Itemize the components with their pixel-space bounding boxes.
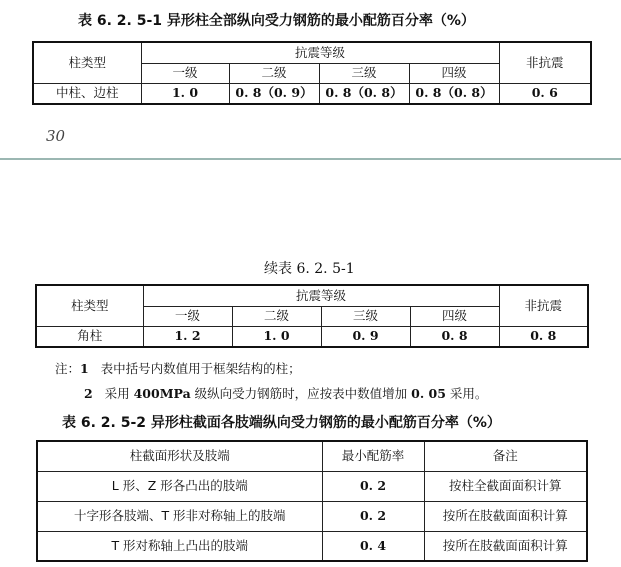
- table1-grade-1: 一级: [141, 63, 229, 83]
- table3-row2-ratio: 0. 2: [322, 501, 424, 531]
- table2-title: 续表 6. 2. 5-1: [264, 261, 355, 277]
- table1-value-1: 1. 0: [141, 83, 229, 104]
- note-2-text-b: 级纵向受力钢筋时，应按表中数值增加: [190, 386, 412, 401]
- table2-grade-3: 三级: [321, 306, 410, 326]
- table2-value-2: 1. 0: [232, 326, 321, 347]
- table2-value-4: 0. 8: [410, 326, 499, 347]
- table3-row1-ratio: 0. 2: [322, 471, 424, 501]
- table1-title: 表 6. 2. 5-1 异形柱全部纵向受力钢筋的最小配筋百分率（%）: [78, 13, 475, 29]
- table1-header-seismic: 抗震等级: [141, 42, 499, 63]
- table3-row3-remark: 按所在肢截面面积计算: [424, 531, 587, 561]
- table3-row3-ratio: 0. 4: [322, 531, 424, 561]
- table1-grade-4: 四级: [409, 63, 499, 83]
- note-2-bold-b: 0. 05: [411, 386, 446, 401]
- note-2-bold-a: 400MPa: [133, 386, 191, 401]
- page-divider: [0, 158, 621, 160]
- table3-row1-remark: 按柱全截面面积计算: [424, 471, 587, 501]
- table3-row3-shape: T 形对称轴上凸出的肢端: [37, 531, 322, 561]
- table2-header-type: 柱类型: [36, 285, 143, 326]
- table2-header-nonseismic: 非抗震: [499, 285, 588, 326]
- table2-value-3: 0. 9: [321, 326, 410, 347]
- table-row: [36, 326, 588, 347]
- table-row: [37, 531, 587, 561]
- note-prefix: 注：: [55, 361, 81, 376]
- table2-header-seismic: 抗震等级: [143, 285, 499, 306]
- table1-value-4: 0. 8（0. 8）: [409, 83, 499, 104]
- note-1-number: 1: [80, 361, 89, 376]
- table3-row2-remark: 按所在肢截面面积计算: [424, 501, 587, 531]
- table-row: [37, 471, 587, 501]
- note-2-text-c: 采用。: [445, 386, 488, 401]
- table1-header-type: 柱类型: [33, 42, 141, 83]
- table1-value-3: 0. 8（0. 8）: [319, 83, 409, 104]
- table3: [36, 440, 588, 562]
- table3-header-shape: 柱截面形状及肢端: [37, 441, 322, 471]
- table1-grade-2: 二级: [229, 63, 319, 83]
- table2-value-1: 1. 2: [143, 326, 232, 347]
- table3-header-ratio: 最小配筋率: [322, 441, 424, 471]
- table-row: [33, 83, 591, 104]
- table2-grade-1: 一级: [143, 306, 232, 326]
- table3-title: 表 6. 2. 5-2 异形柱截面各肢端纵向受力钢筋的最小配筋百分率（%）: [62, 415, 501, 431]
- table1: [32, 41, 592, 105]
- table-row: [37, 501, 587, 531]
- table1-row-type: 中柱、边柱: [33, 83, 141, 104]
- page-number: 30: [46, 127, 66, 145]
- table2: [35, 284, 589, 348]
- note-2-text-a: 采用: [104, 386, 134, 401]
- table1-grade-3: 三级: [319, 63, 409, 83]
- table2-value-nonseismic: 0. 8: [499, 326, 588, 347]
- table3-row1-shape: L 形、Z 形各凸出的肢端: [37, 471, 322, 501]
- note-1-text: 表中括号内数值用于框架结构的柱；: [100, 361, 301, 376]
- table3-row2-shape: 十字形各肢端、T 形非对称轴上的肢端: [37, 501, 322, 531]
- table2-row-type: 角柱: [36, 326, 143, 347]
- note-2-number: 2: [84, 386, 93, 401]
- table1-value-2: 0. 8（0. 9）: [229, 83, 319, 104]
- note-2: [84, 384, 487, 402]
- table2-grade-2: 二级: [232, 306, 321, 326]
- table1-value-nonseismic: 0. 6: [499, 83, 591, 104]
- note-1: [55, 359, 301, 377]
- table1-header-nonseismic: 非抗震: [499, 42, 591, 83]
- table2-grade-4: 四级: [410, 306, 499, 326]
- table3-header-remark: 备注: [424, 441, 587, 471]
